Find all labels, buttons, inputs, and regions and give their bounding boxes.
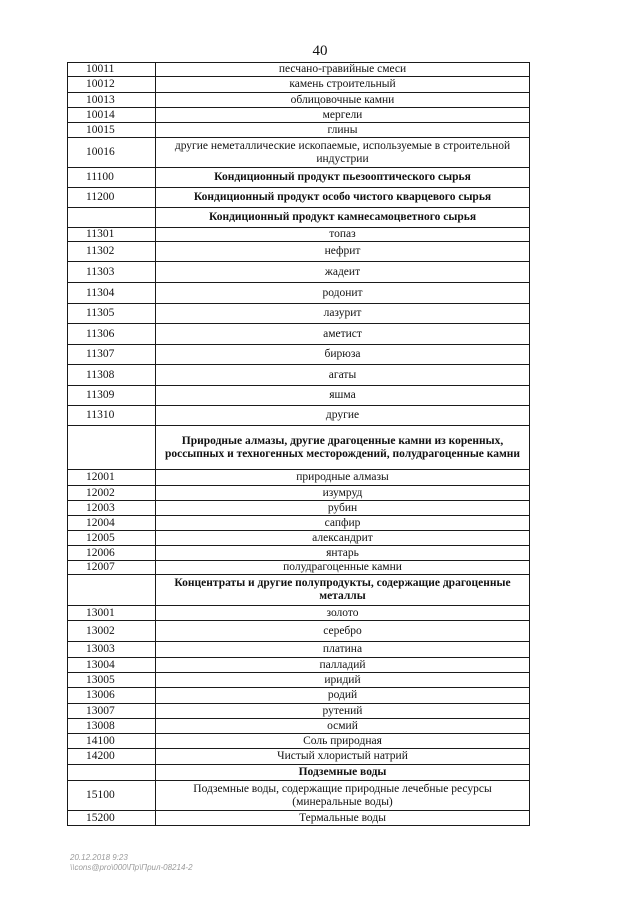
code-cell <box>68 575 156 606</box>
name-cell: камень строительный <box>156 77 530 93</box>
table-row <box>68 688 530 704</box>
table-row <box>68 658 530 673</box>
name-cell: родонит <box>156 283 530 304</box>
name-cell: агаты <box>156 365 530 386</box>
name-cell: осмий <box>156 719 530 734</box>
code-cell: 11302 <box>68 242 156 262</box>
table-row <box>68 470 530 486</box>
name-cell: рубин <box>156 501 530 516</box>
code-cell: 13004 <box>68 658 156 673</box>
name-cell: Подземные воды, содержащие природные лечебные ресурсы (минеральные воды) <box>156 781 530 811</box>
table-row <box>68 262 530 283</box>
name-cell: облицовочные камни <box>156 93 530 108</box>
code-cell: 14100 <box>68 734 156 749</box>
table-row <box>68 138 530 168</box>
code-cell: 12003 <box>68 501 156 516</box>
code-cell: 12005 <box>68 531 156 546</box>
name-cell: изумруд <box>156 486 530 501</box>
section-heading-cell: Кондиционный продукт пьезооптического сырья <box>156 168 530 188</box>
table-row <box>68 486 530 501</box>
table-row <box>68 719 530 734</box>
code-cell: 12002 <box>68 486 156 501</box>
name-cell: полудрагоценные камни <box>156 561 530 575</box>
table-row <box>68 546 530 561</box>
table-row <box>68 501 530 516</box>
section-heading-cell: Природные алмазы, другие драгоценные камни из коренных, россыпных и техногенных месторождений, полудрагоценные камни <box>156 426 530 470</box>
table-row <box>68 108 530 123</box>
code-cell: 13008 <box>68 719 156 734</box>
footer-file-path: \\cons@pro\000\Пр\Прил-08214-2 <box>70 863 193 872</box>
code-cell: 13001 <box>68 606 156 621</box>
code-cell: 12007 <box>68 561 156 575</box>
code-cell: 13002 <box>68 621 156 642</box>
name-cell: Соль природная <box>156 734 530 749</box>
code-cell: 11100 <box>68 168 156 188</box>
name-cell: янтарь <box>156 546 530 561</box>
table-row <box>68 365 530 386</box>
table-row <box>68 93 530 108</box>
table-row <box>68 781 530 811</box>
code-cell: 11304 <box>68 283 156 304</box>
name-cell: рутений <box>156 704 530 719</box>
code-cell: 12006 <box>68 546 156 561</box>
name-cell: другие <box>156 406 530 426</box>
table-row <box>68 168 530 188</box>
section-heading-cell: Кондиционный продукт особо чистого кварцевого сырья <box>156 188 530 208</box>
table-row <box>68 283 530 304</box>
name-cell: платина <box>156 642 530 658</box>
code-cell: 11310 <box>68 406 156 426</box>
section-heading-cell: Кондиционный продукт камнесамоцветного сырья <box>156 208 530 228</box>
name-cell: Чистый хлористый натрий <box>156 749 530 765</box>
table-row <box>68 516 530 531</box>
code-cell: 10012 <box>68 77 156 93</box>
footer-timestamp: 20.12.2018 9:23 <box>70 853 128 862</box>
name-cell: яшма <box>156 386 530 406</box>
name-cell: другие неметаллические ископаемые, используемые в строительной индустрии <box>156 138 530 168</box>
name-cell: аметист <box>156 324 530 345</box>
table-row <box>68 188 530 208</box>
name-cell: мергели <box>156 108 530 123</box>
table-row <box>68 345 530 365</box>
page-number: 40 <box>312 43 328 59</box>
name-cell: серебро <box>156 621 530 642</box>
table-row <box>68 406 530 426</box>
code-cell: 11307 <box>68 345 156 365</box>
document-footer <box>70 853 193 873</box>
code-cell: 14200 <box>68 749 156 765</box>
table-row <box>68 673 530 688</box>
code-cell: 11308 <box>68 365 156 386</box>
table-row <box>68 77 530 93</box>
code-cell: 10011 <box>68 63 156 77</box>
name-cell: иридий <box>156 673 530 688</box>
code-cell: 11305 <box>68 304 156 324</box>
code-cell: 12004 <box>68 516 156 531</box>
name-cell: палладий <box>156 658 530 673</box>
code-cell <box>68 426 156 470</box>
code-cell: 11200 <box>68 188 156 208</box>
code-cell: 10016 <box>68 138 156 168</box>
code-cell: 13007 <box>68 704 156 719</box>
name-cell: песчано-гравийные смеси <box>156 63 530 77</box>
section-heading-cell: Концентраты и другие полупродукты, содержащие драгоценные металлы <box>156 575 530 606</box>
table-row <box>68 734 530 749</box>
code-cell: 12001 <box>68 470 156 486</box>
table-row <box>68 811 530 826</box>
code-cell: 11306 <box>68 324 156 345</box>
table-row <box>68 208 530 228</box>
table-row <box>68 386 530 406</box>
table-row <box>68 531 530 546</box>
table-row <box>68 704 530 719</box>
table-row <box>68 561 530 575</box>
name-cell: александрит <box>156 531 530 546</box>
code-cell: 15200 <box>68 811 156 826</box>
codes-table <box>67 62 530 826</box>
code-cell: 11309 <box>68 386 156 406</box>
table-row <box>68 228 530 242</box>
code-cell: 11301 <box>68 228 156 242</box>
code-cell: 13003 <box>68 642 156 658</box>
name-cell: сапфир <box>156 516 530 531</box>
table-row <box>68 123 530 138</box>
table-row <box>68 606 530 621</box>
name-cell: Термальные воды <box>156 811 530 826</box>
code-cell: 10013 <box>68 93 156 108</box>
table-row <box>68 575 530 606</box>
name-cell: нефрит <box>156 242 530 262</box>
table-row <box>68 63 530 77</box>
code-cell: 10014 <box>68 108 156 123</box>
table-row <box>68 304 530 324</box>
table-body <box>68 63 530 826</box>
name-cell: топаз <box>156 228 530 242</box>
name-cell: бирюза <box>156 345 530 365</box>
name-cell: родий <box>156 688 530 704</box>
section-heading-cell: Подземные воды <box>156 765 530 781</box>
code-cell: 11303 <box>68 262 156 283</box>
table-row <box>68 621 530 642</box>
table-row <box>68 324 530 345</box>
table-row <box>68 242 530 262</box>
name-cell: золото <box>156 606 530 621</box>
name-cell: природные алмазы <box>156 470 530 486</box>
table-row <box>68 426 530 470</box>
table-row <box>68 749 530 765</box>
code-cell <box>68 208 156 228</box>
code-cell: 15100 <box>68 781 156 811</box>
code-cell: 13006 <box>68 688 156 704</box>
name-cell: лазурит <box>156 304 530 324</box>
code-cell <box>68 765 156 781</box>
name-cell: жадеит <box>156 262 530 283</box>
name-cell: глины <box>156 123 530 138</box>
code-cell: 10015 <box>68 123 156 138</box>
table-row <box>68 765 530 781</box>
code-cell: 13005 <box>68 673 156 688</box>
table-row <box>68 642 530 658</box>
